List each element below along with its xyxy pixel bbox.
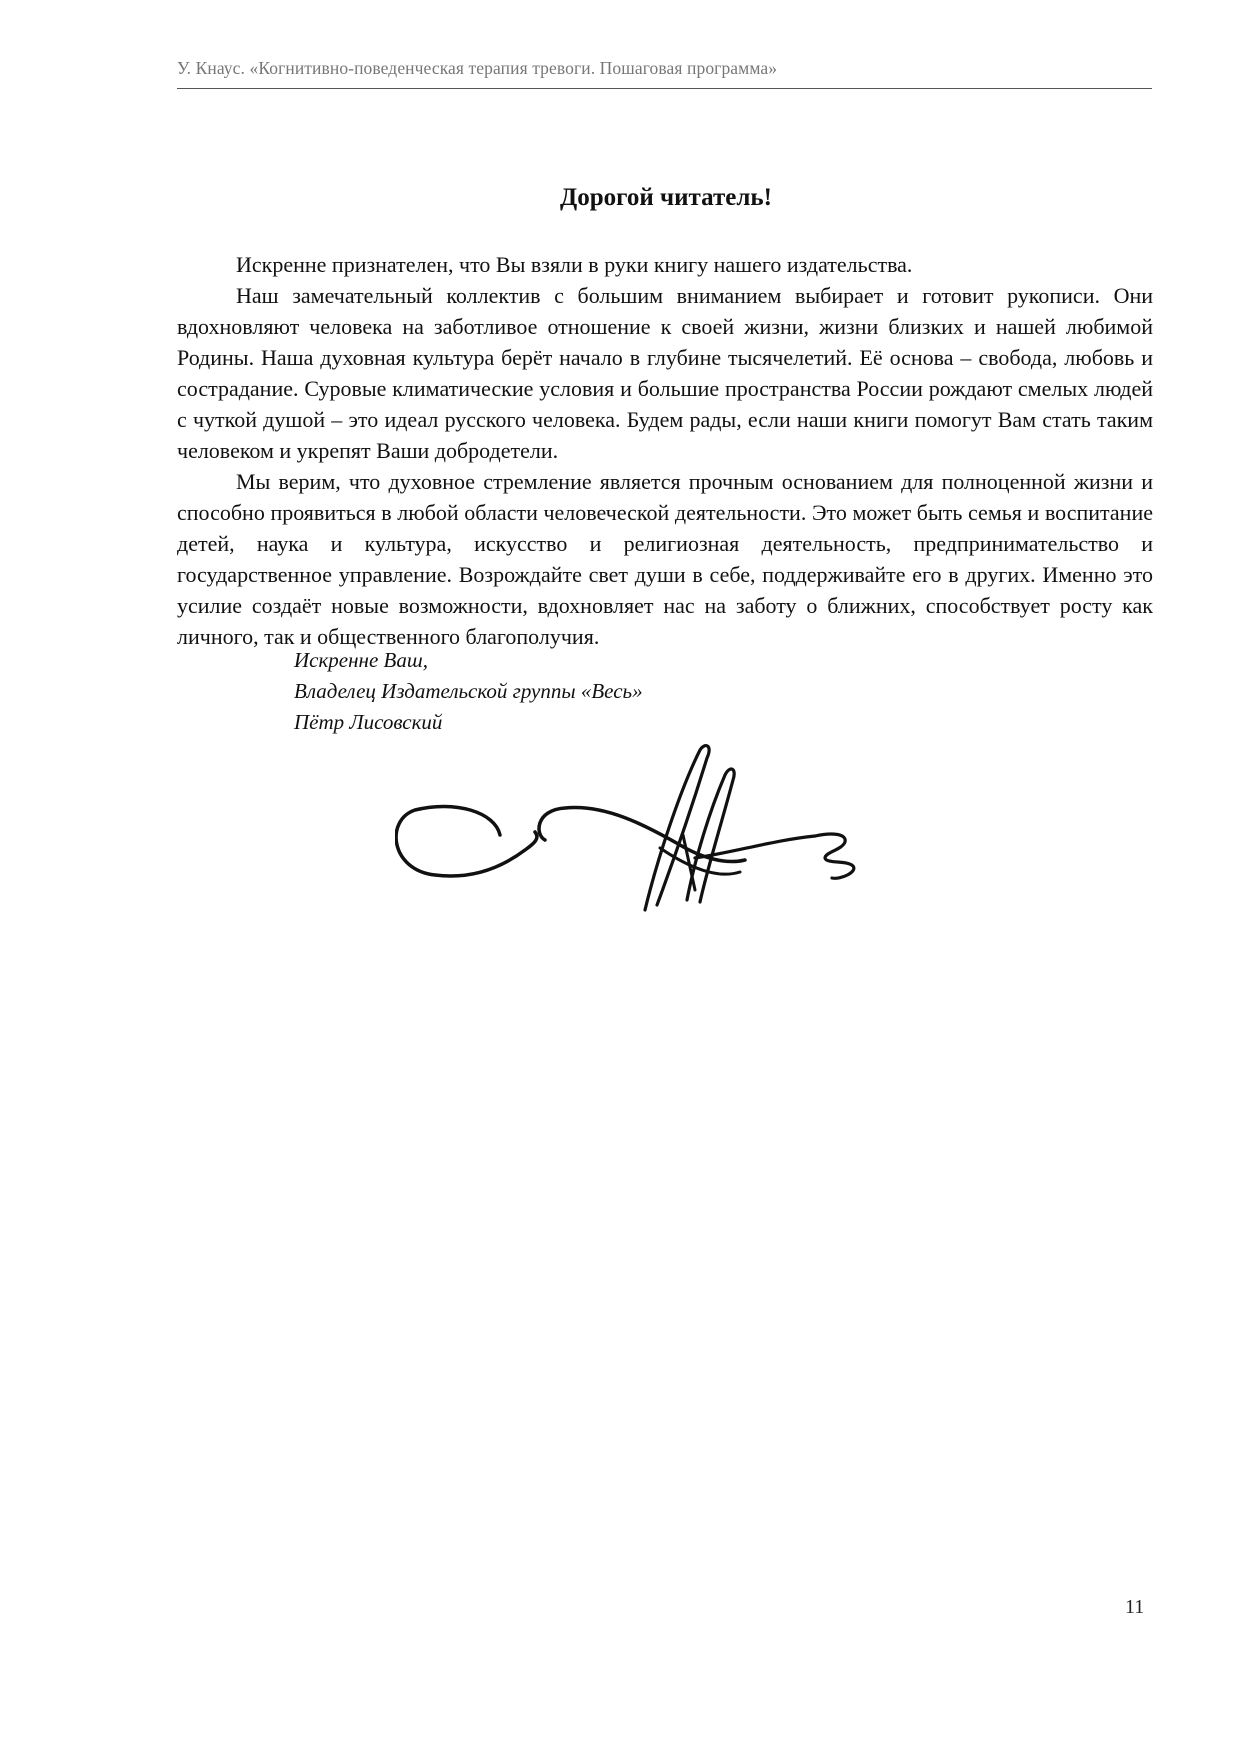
paragraph: Наш замечательный коллектив с большим вниманием выбирает и готовит рукописи. Они вдохновляют человека на заботливое отношение к своей жизни, жизни близких и нашей любимой Родины. Наша духовная культура берёт начало в глубине тысячелетий. Её основа – свобода, любовь и сострадание. Суровые климатические условия и большие пространства России рождают смелых людей с чуткой душой – это идеал русского человека. Будем рады, если наши книги помогут Вам стать таким человеком и укрепят Ваши добродетели. bbox=[177, 283, 1153, 463]
paragraph: Мы верим, что духовное стремление является прочным основанием для полноценной жизни и способно проявиться в любой области человеческой деятельности. Это может быть семья и воспитание детей, наука и культура, искусство и религиозная деятельность, предпринимательство и государственное управление. Возрождайте свет души в себе, поддерживайте его в других. Именно это усилие создаёт новые возможности, вдохновляет нас на заботу о ближних, способствует росту как личного, так и общественного благополучия. bbox=[177, 469, 1153, 649]
paragraph: Искренне признателен, что Вы взяли в руки книгу нашего издательства. bbox=[236, 252, 913, 277]
page-number: 11 bbox=[1125, 1596, 1145, 1618]
handwritten-signature bbox=[395, 740, 940, 920]
signoff-position: Владелец Издательской группы «Весь» bbox=[294, 679, 643, 703]
page-title: Дорогой читатель! bbox=[560, 184, 772, 211]
signoff-closing: Искренне Ваш, bbox=[294, 648, 428, 672]
signoff-block bbox=[294, 645, 643, 738]
letter-body bbox=[177, 249, 1153, 652]
signoff-name: Пётр Лисовский bbox=[294, 710, 443, 734]
running-header: У. Кнаус. «Когнитивно-поведенческая терапия тревоги. Пошаговая программа» bbox=[177, 58, 778, 78]
header-rule bbox=[177, 88, 1152, 89]
